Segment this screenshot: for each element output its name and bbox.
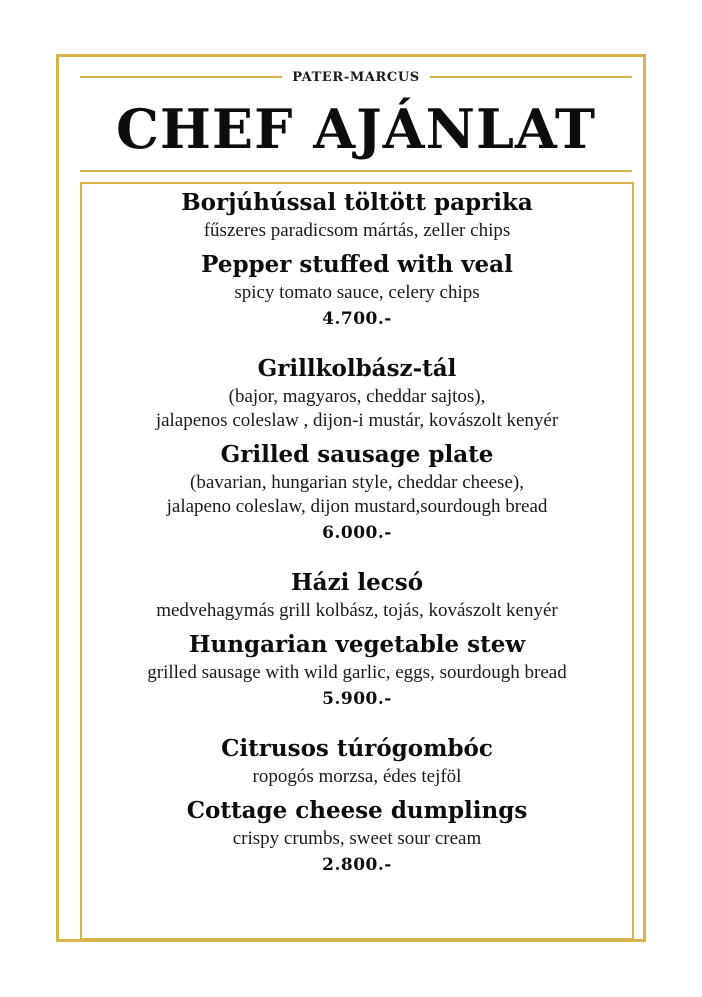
dish-desc-hu: (bajor, magyaros, cheddar sajtos),: [228, 386, 486, 407]
brand-row: [80, 66, 632, 88]
dish-desc-en: (bavarian, hungarian style, cheddar cheese),: [190, 472, 524, 493]
dish-price: 6.000.-: [322, 523, 392, 543]
dish-desc-hu: medvehagymás grill kolbász, tojás, kovászolt kenyér: [156, 600, 558, 621]
dish-price: 2.800.-: [322, 855, 392, 875]
dish-name-hu: Borjúhússal töltött paprika: [181, 189, 533, 216]
dish-desc-hu: fűszeres paradicsom mártás, zeller chips: [203, 220, 511, 241]
dish-price: 5.900.-: [322, 689, 392, 709]
dish-name-hu: Házi lecsó: [290, 569, 424, 596]
brand-rule-left: [80, 76, 282, 78]
menu-item: [84, 733, 630, 879]
brand-name: PATER-MARCUS: [292, 69, 420, 85]
dish-desc-hu: jalapenos coleslaw , dijon-i mustár, kovászolt kenyér: [155, 410, 559, 431]
dish-name-hu: Grillkolbász-tál: [257, 355, 457, 382]
dish-price: 4.700.-: [322, 309, 392, 329]
menu-item: [84, 353, 630, 547]
brand-rule-right: [430, 76, 632, 78]
dish-name-en: Grilled sausage plate: [220, 441, 494, 468]
dish-desc-en: grilled sausage with wild garlic, eggs, sourdough bread: [147, 662, 567, 683]
menu-list: [84, 187, 630, 879]
dish-desc-en: crispy crumbs, sweet sour cream: [232, 828, 482, 849]
page-title: CHEF AJÁNLAT: [115, 97, 597, 161]
menu-item: [84, 567, 630, 713]
menu-item: [84, 187, 630, 333]
dish-name-en: Hungarian vegetable stew: [188, 631, 526, 658]
dish-name-en: Cottage cheese dumplings: [186, 797, 528, 824]
title-rule: [80, 170, 632, 172]
dish-name-en: Pepper stuffed with veal: [201, 251, 513, 278]
dish-name-hu: Citrusos túrógombóc: [221, 735, 493, 762]
dish-desc-hu: ropogós morzsa, édes tejföl: [252, 766, 462, 787]
dish-desc-en: jalapeno coleslaw, dijon mustard,sourdough bread: [166, 496, 548, 517]
dish-desc-en: spicy tomato sauce, celery chips: [234, 282, 480, 303]
